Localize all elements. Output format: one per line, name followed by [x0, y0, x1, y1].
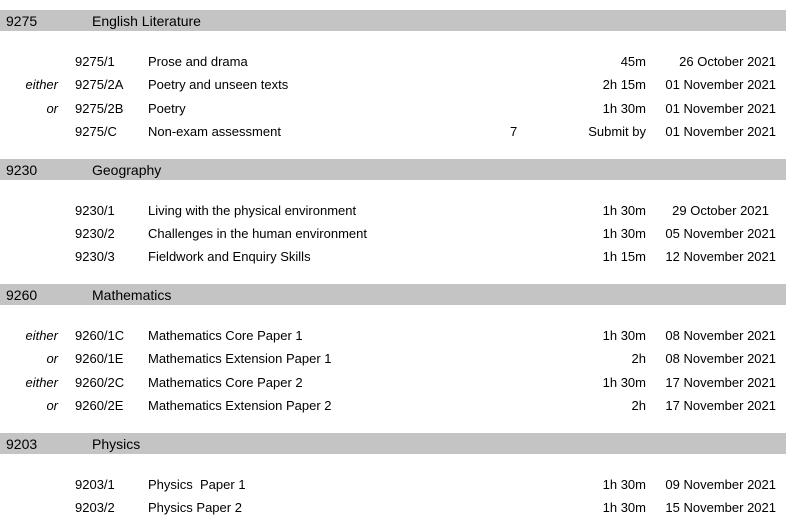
table-row	[0, 328, 786, 348]
section-header-mathematics	[0, 284, 786, 305]
table-row	[0, 101, 786, 121]
paper-duration: 1h 30m	[602, 477, 646, 492]
paper-duration: 1h 30m	[602, 226, 646, 241]
section-header-geography	[0, 159, 786, 180]
paper-name: Poetry and unseen texts	[148, 77, 289, 92]
paper-date: 26 October 2021	[679, 54, 776, 69]
table-row	[0, 249, 786, 269]
paper-code: 9275/1	[75, 54, 115, 69]
paper-date: 08 November 2021	[665, 328, 776, 343]
paper-date: 12 November 2021	[665, 249, 776, 264]
table-row	[0, 203, 786, 223]
section-code: 9275	[6, 13, 38, 29]
option-label: or	[46, 351, 58, 366]
paper-code: 9230/2	[75, 226, 115, 241]
paper-name: Prose and drama	[148, 54, 248, 69]
paper-code: 9230/3	[75, 249, 115, 264]
section-code: 9230	[6, 162, 38, 178]
paper-name: Mathematics Core Paper 2	[148, 375, 303, 390]
table-row	[0, 375, 786, 395]
paper-code: 9203/2	[75, 500, 115, 515]
paper-duration: 1h 30m	[602, 328, 646, 343]
paper-duration: 45m	[620, 54, 646, 69]
paper-name: Non-exam assessment	[148, 124, 281, 139]
paper-code: 9230/1	[75, 203, 115, 218]
paper-date: 05 November 2021	[665, 226, 776, 241]
paper-duration: 1h 15m	[602, 249, 646, 264]
paper-name: Physics Paper 1	[148, 477, 246, 492]
section-title: Geography	[92, 162, 162, 178]
paper-code: 9260/2C	[75, 375, 125, 390]
section-code: 9260	[6, 287, 38, 303]
paper-name: Mathematics Core Paper 1	[148, 328, 303, 343]
section-title: English Literature	[92, 13, 201, 29]
table-row	[0, 500, 786, 520]
paper-name: Challenges in the human environment	[148, 226, 367, 241]
section-header-english-literature	[0, 10, 786, 31]
table-row	[0, 77, 786, 97]
paper-duration: 1h 30m	[602, 101, 646, 116]
paper-extra: 7	[510, 124, 518, 139]
paper-name: Physics Paper 2	[148, 500, 242, 515]
paper-duration: 2h	[631, 351, 646, 366]
paper-date: 17 November 2021	[665, 398, 776, 413]
table-row	[0, 351, 786, 371]
paper-code: 9260/2E	[75, 398, 124, 413]
paper-date: 15 November 2021	[665, 500, 776, 515]
paper-date: 17 November 2021	[665, 375, 776, 390]
paper-duration: 1h 30m	[602, 375, 646, 390]
paper-code: 9260/1E	[75, 351, 124, 366]
paper-date: 01 November 2021	[665, 101, 776, 116]
option-label: or	[46, 398, 58, 413]
paper-name: Poetry	[148, 101, 186, 116]
paper-code: 9275/C	[75, 124, 117, 139]
paper-name: Mathematics Extension Paper 2	[148, 398, 332, 413]
section-title: Mathematics	[92, 287, 172, 303]
paper-date: 09 November 2021	[665, 477, 776, 492]
paper-code: 9275/2B	[75, 101, 124, 116]
table-row	[0, 124, 786, 144]
table-row	[0, 477, 786, 497]
paper-name: Living with the physical environment	[148, 203, 357, 218]
option-label: either	[25, 328, 58, 343]
option-label: or	[46, 101, 58, 116]
paper-duration: Submit by	[588, 124, 646, 139]
paper-name: Mathematics Extension Paper 1	[148, 351, 332, 366]
paper-date: 01 November 2021	[665, 124, 776, 139]
paper-name: Fieldwork and Enquiry Skills	[148, 249, 311, 264]
table-row	[0, 398, 786, 418]
paper-date: 29 October 2021	[672, 203, 769, 218]
paper-code: 9260/1C	[75, 328, 125, 343]
paper-duration: 1h 30m	[602, 203, 646, 218]
table-row	[0, 54, 786, 74]
paper-duration: 1h 30m	[602, 500, 646, 515]
option-label: either	[25, 77, 58, 92]
table-row	[0, 226, 786, 246]
paper-date: 01 November 2021	[665, 77, 776, 92]
section-title: Physics	[92, 436, 141, 452]
option-label: either	[25, 375, 58, 390]
paper-duration: 2h 15m	[602, 77, 646, 92]
section-header-physics	[0, 433, 786, 454]
section-code: 9203	[6, 436, 38, 452]
paper-code: 9275/2A	[75, 77, 124, 92]
paper-duration: 2h	[631, 398, 646, 413]
paper-date: 08 November 2021	[665, 351, 776, 366]
paper-code: 9203/1	[75, 477, 115, 492]
